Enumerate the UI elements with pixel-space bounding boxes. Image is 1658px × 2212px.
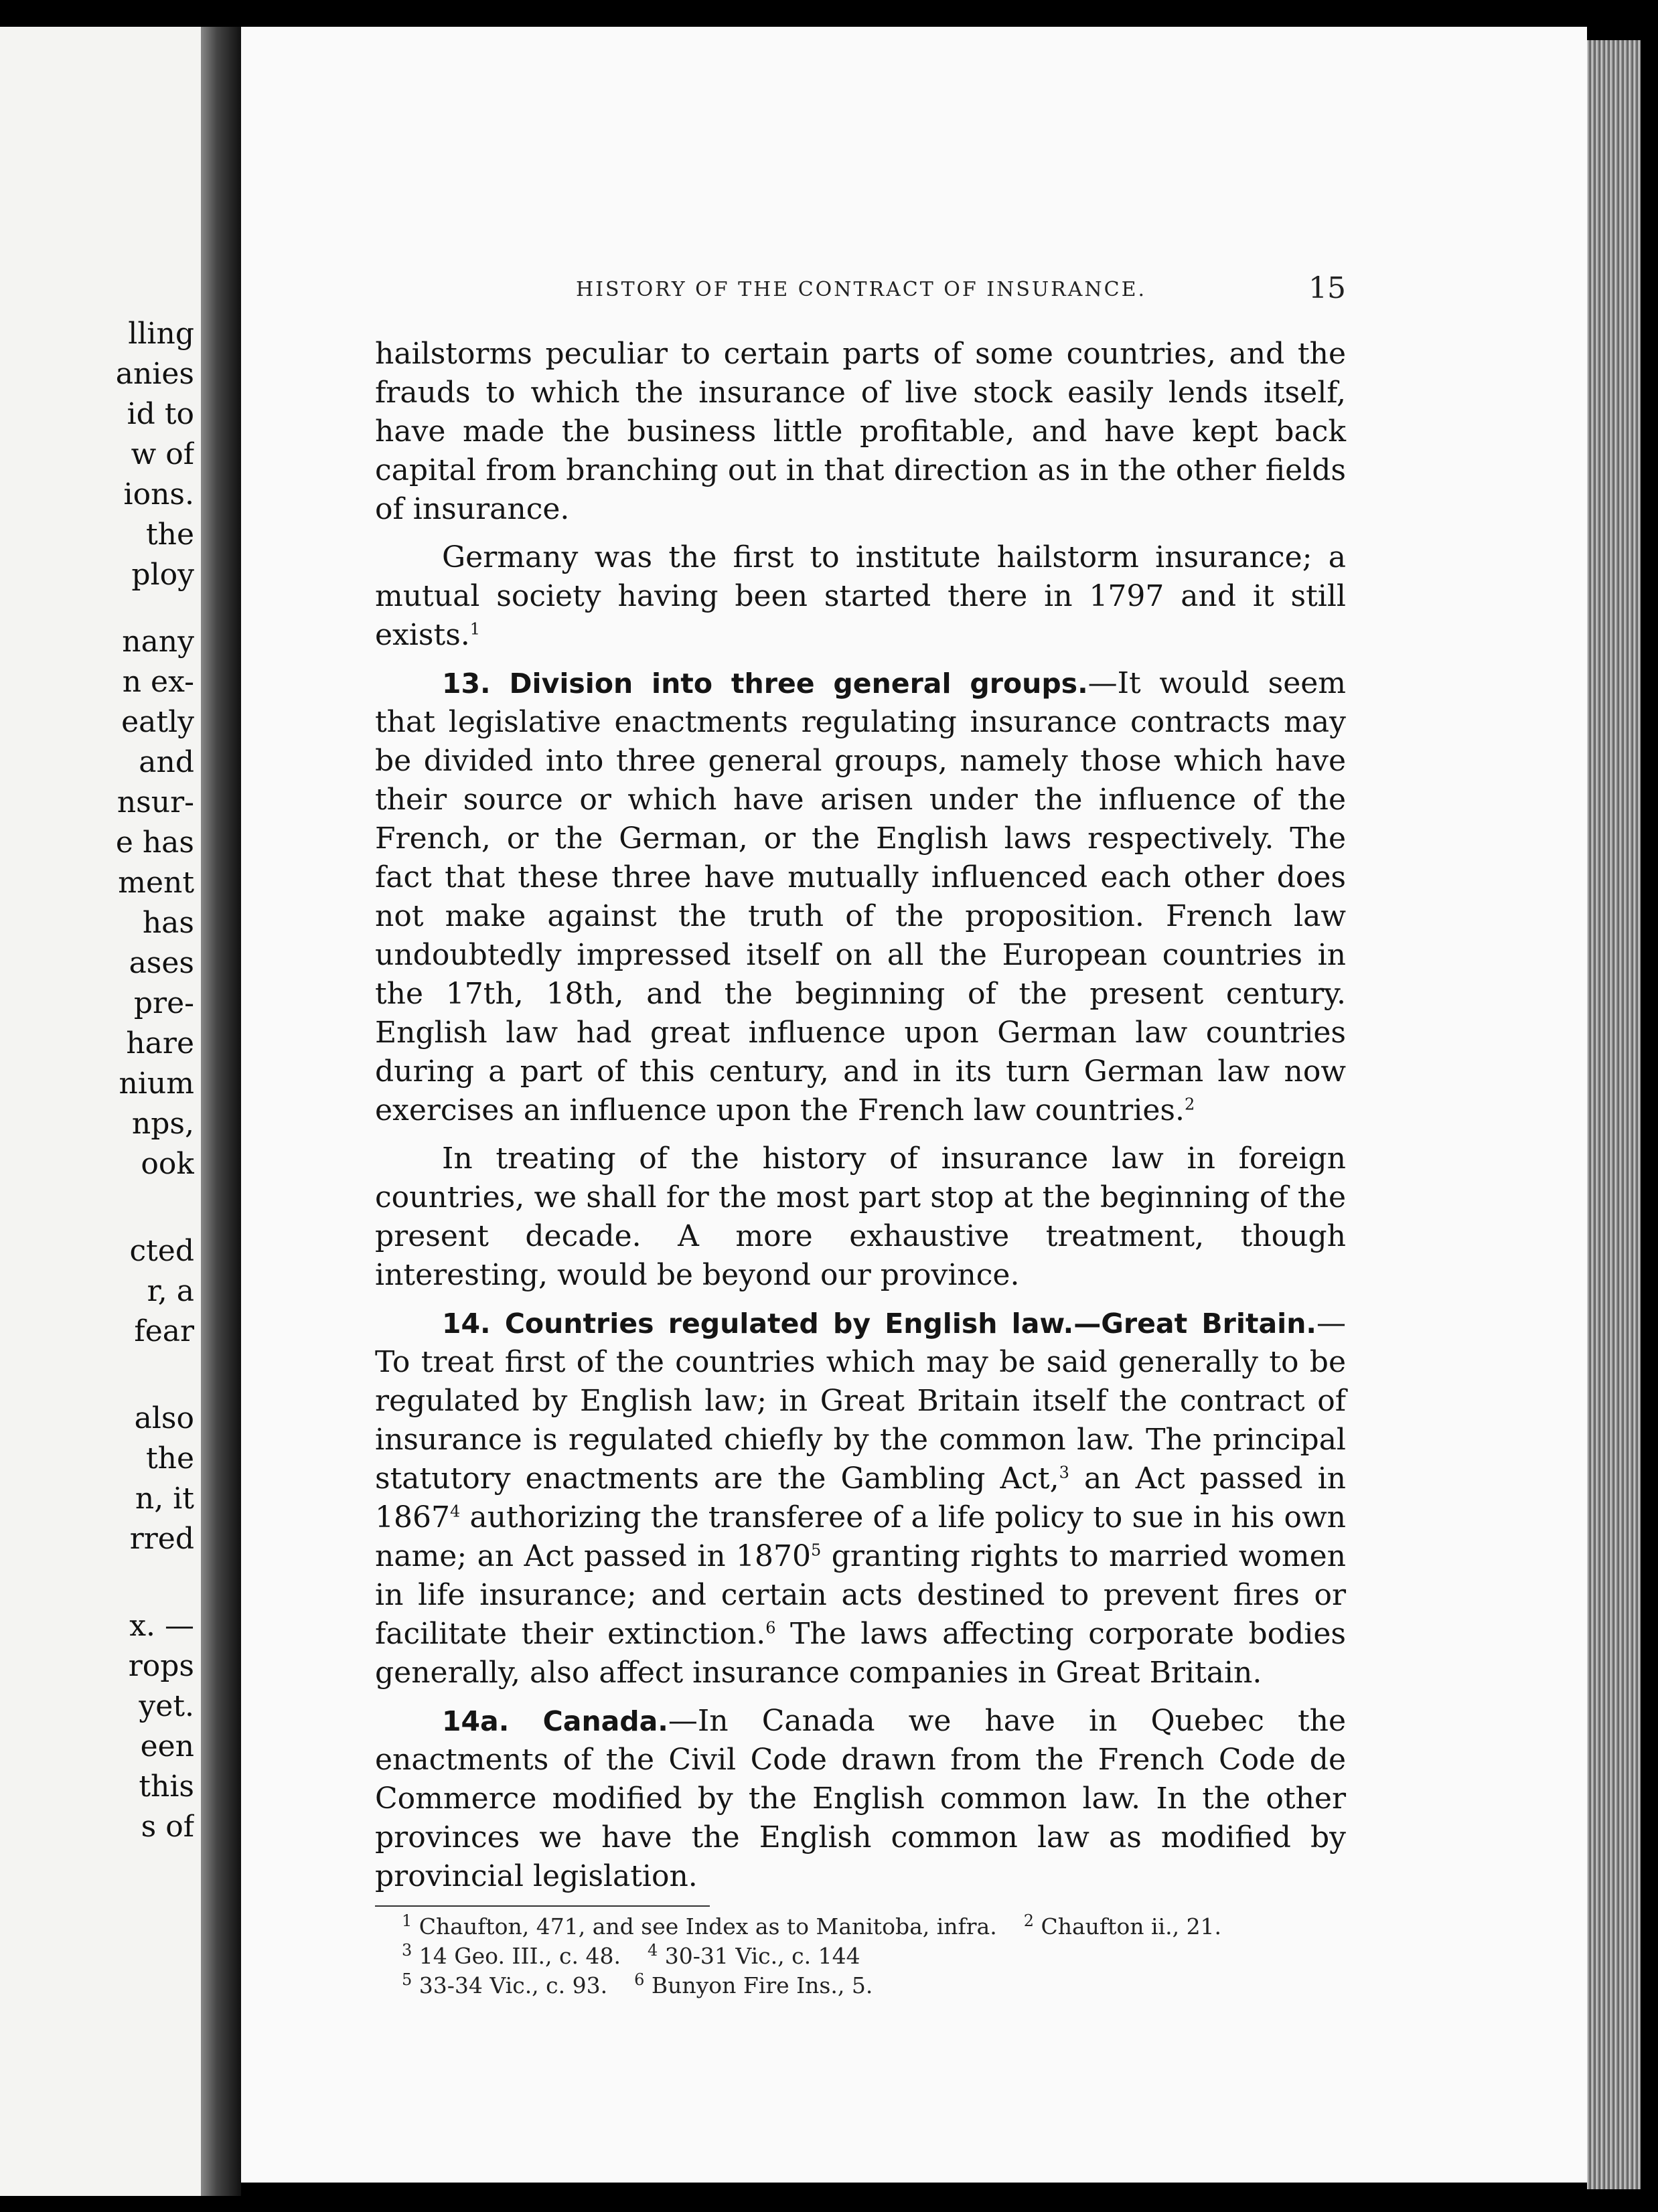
footnote-ref: 3 (1059, 1463, 1069, 1482)
left-page-fragment: fear (134, 1314, 194, 1348)
left-page-fragment: r, a (147, 1274, 194, 1308)
footnote: $^1$ Chaufton, 471, and see Index as to Manitoba, infra. (402, 1911, 997, 1940)
left-page-fragment: ment (118, 866, 194, 900)
page-number: 15 (1308, 271, 1346, 305)
footnote: $^4$ 30-31 Vic., c. 144 (647, 1941, 860, 1969)
footnote-ref: 1 (469, 619, 481, 639)
left-page-fragment: cted (129, 1234, 194, 1268)
left-page-fragment: s of (141, 1810, 194, 1844)
left-page-fragment: lling (128, 317, 194, 351)
section-14: 14. Countries regulated by English law.—Great Britain.—To treat first of the countries which may be said generally to be regulated by English law; in Great Britain itself the contract of insurance is regulated chiefly by the common law. The principal statutory enactments are the Gambling Act,$^3$ an Act passed in 1867$^4$ authorizing the transferee of a life policy to sue in his own name; an Act passed in 1870$^5$ granting rights to married women in life insurance; and certain acts destined to prevent fires or facilitate their extinction.$^6$ The laws affecting corporate bodies generally, also affect insurance companies in Great Britain. (375, 1306, 1346, 1690)
left-page-fragment: pre- (133, 986, 194, 1020)
left-page-fragment: ploy (131, 558, 194, 592)
section-14a: 14a. Canada.—In Canada we have in Quebec the enactments of the Civil Code drawn from the French Code de Commerce modified by the English common law. In the other provinces we have the English common law as modified by provincial legislation. (375, 1704, 1346, 1893)
running-header (576, 271, 1346, 311)
running-title: HISTORY OF THE CONTRACT OF INSURANCE. (576, 278, 1147, 301)
left-page-fragment: yet. (139, 1689, 194, 1723)
footnote: $^2$ Chaufton ii., 21. (1023, 1911, 1222, 1940)
section-heading: 13. Division into three general groups. (442, 667, 1088, 700)
left-page (0, 27, 214, 2196)
book-gutter (201, 27, 241, 2196)
section-heading: 14a. Canada. (442, 1705, 668, 1737)
paragraph: Germany was the first to institute hailstorm insurance; a mutual society having been started there in 1797 and it still exists.$^1$ (375, 540, 1346, 652)
left-page-fragment: eatly (121, 705, 194, 739)
page-body (375, 335, 1346, 2000)
page-edges (1587, 40, 1641, 2189)
left-page-fragment: also (134, 1401, 194, 1435)
left-page-fragment: n, it (135, 1482, 194, 1516)
left-page-fragment: x. — (129, 1609, 194, 1643)
left-page-fragment: ook (141, 1147, 194, 1181)
left-page-fragment: id to (127, 397, 194, 431)
left-page-fragment: hare (126, 1026, 194, 1060)
paragraph: hailstorms peculiar to certain parts of some countries, and the frauds to which the insurance of live stock easily lends itself, have made the business little profitable, and have kept back capital from branching out in that direction as in the other fields of insurance. (375, 337, 1346, 526)
left-page-fragment: anies (115, 357, 194, 391)
left-page-fragment: w of (131, 437, 194, 471)
footnote-rule (375, 1905, 710, 1907)
left-page-fragment: this (139, 1769, 194, 1804)
left-page-fragment: nps, (131, 1107, 194, 1141)
section-13: 13. Division into three general groups.—It would seem that legislative enactments regulating insurance contracts may be divided into three general groups, namely those which have their source or which have arisen under the influence of the French, or the German, or the English laws respectively. The fact that these three have mutually influenced each other does not make against the truth of the proposition. French law undoubtedly impressed itself on all the European countries in the 17th, 18th, and the beginning of the present century. English law had great influence upon German law countries during a part of this century, and in its turn German law now exercises an influence upon the French law countries.$^2$ (375, 666, 1346, 1127)
left-page-fragment: n ex- (122, 665, 194, 699)
left-page-fragment: nsur- (117, 785, 194, 819)
left-page-fragment: ases (129, 946, 194, 980)
left-page-fragment: e has (115, 825, 194, 860)
footnote-ref: 6 (765, 1618, 776, 1638)
left-page-fragment: ions. (123, 477, 194, 511)
left-page-fragment: rred (129, 1522, 194, 1556)
left-page-fragment: the (145, 1441, 194, 1476)
footnote-ref: 5 (811, 1540, 822, 1560)
left-page-fragment: and (139, 745, 194, 779)
left-page-fragment: nany (122, 625, 194, 659)
left-page-fragment: has (142, 906, 194, 940)
footnote-ref: 2 (1184, 1095, 1195, 1114)
footnote-ref: 4 (449, 1502, 461, 1521)
section-heading: 14. Countries regulated by English law.—Great Britain. (442, 1308, 1316, 1340)
footnote: $^3$ 14 Geo. III., c. 48. (402, 1941, 621, 1969)
left-page-fragment: rops (128, 1649, 194, 1683)
left-page-fragment: nium (119, 1066, 194, 1101)
left-page-fragment: the (145, 518, 194, 552)
footnotes (375, 1912, 1346, 2000)
footnote: $^6$ Bunyon Fire Ins., 5. (634, 1970, 873, 1998)
paragraph: In treating of the history of insurance law in foreign countries, we shall for the most part stop at the beginning of the present decade. A more exhaustive treatment, though interesting, would be beyond our province. (375, 1141, 1346, 1292)
left-page-fragment: een (140, 1729, 194, 1763)
footnote: $^5$ 33-34 Vic., c. 93. (402, 1970, 608, 1998)
